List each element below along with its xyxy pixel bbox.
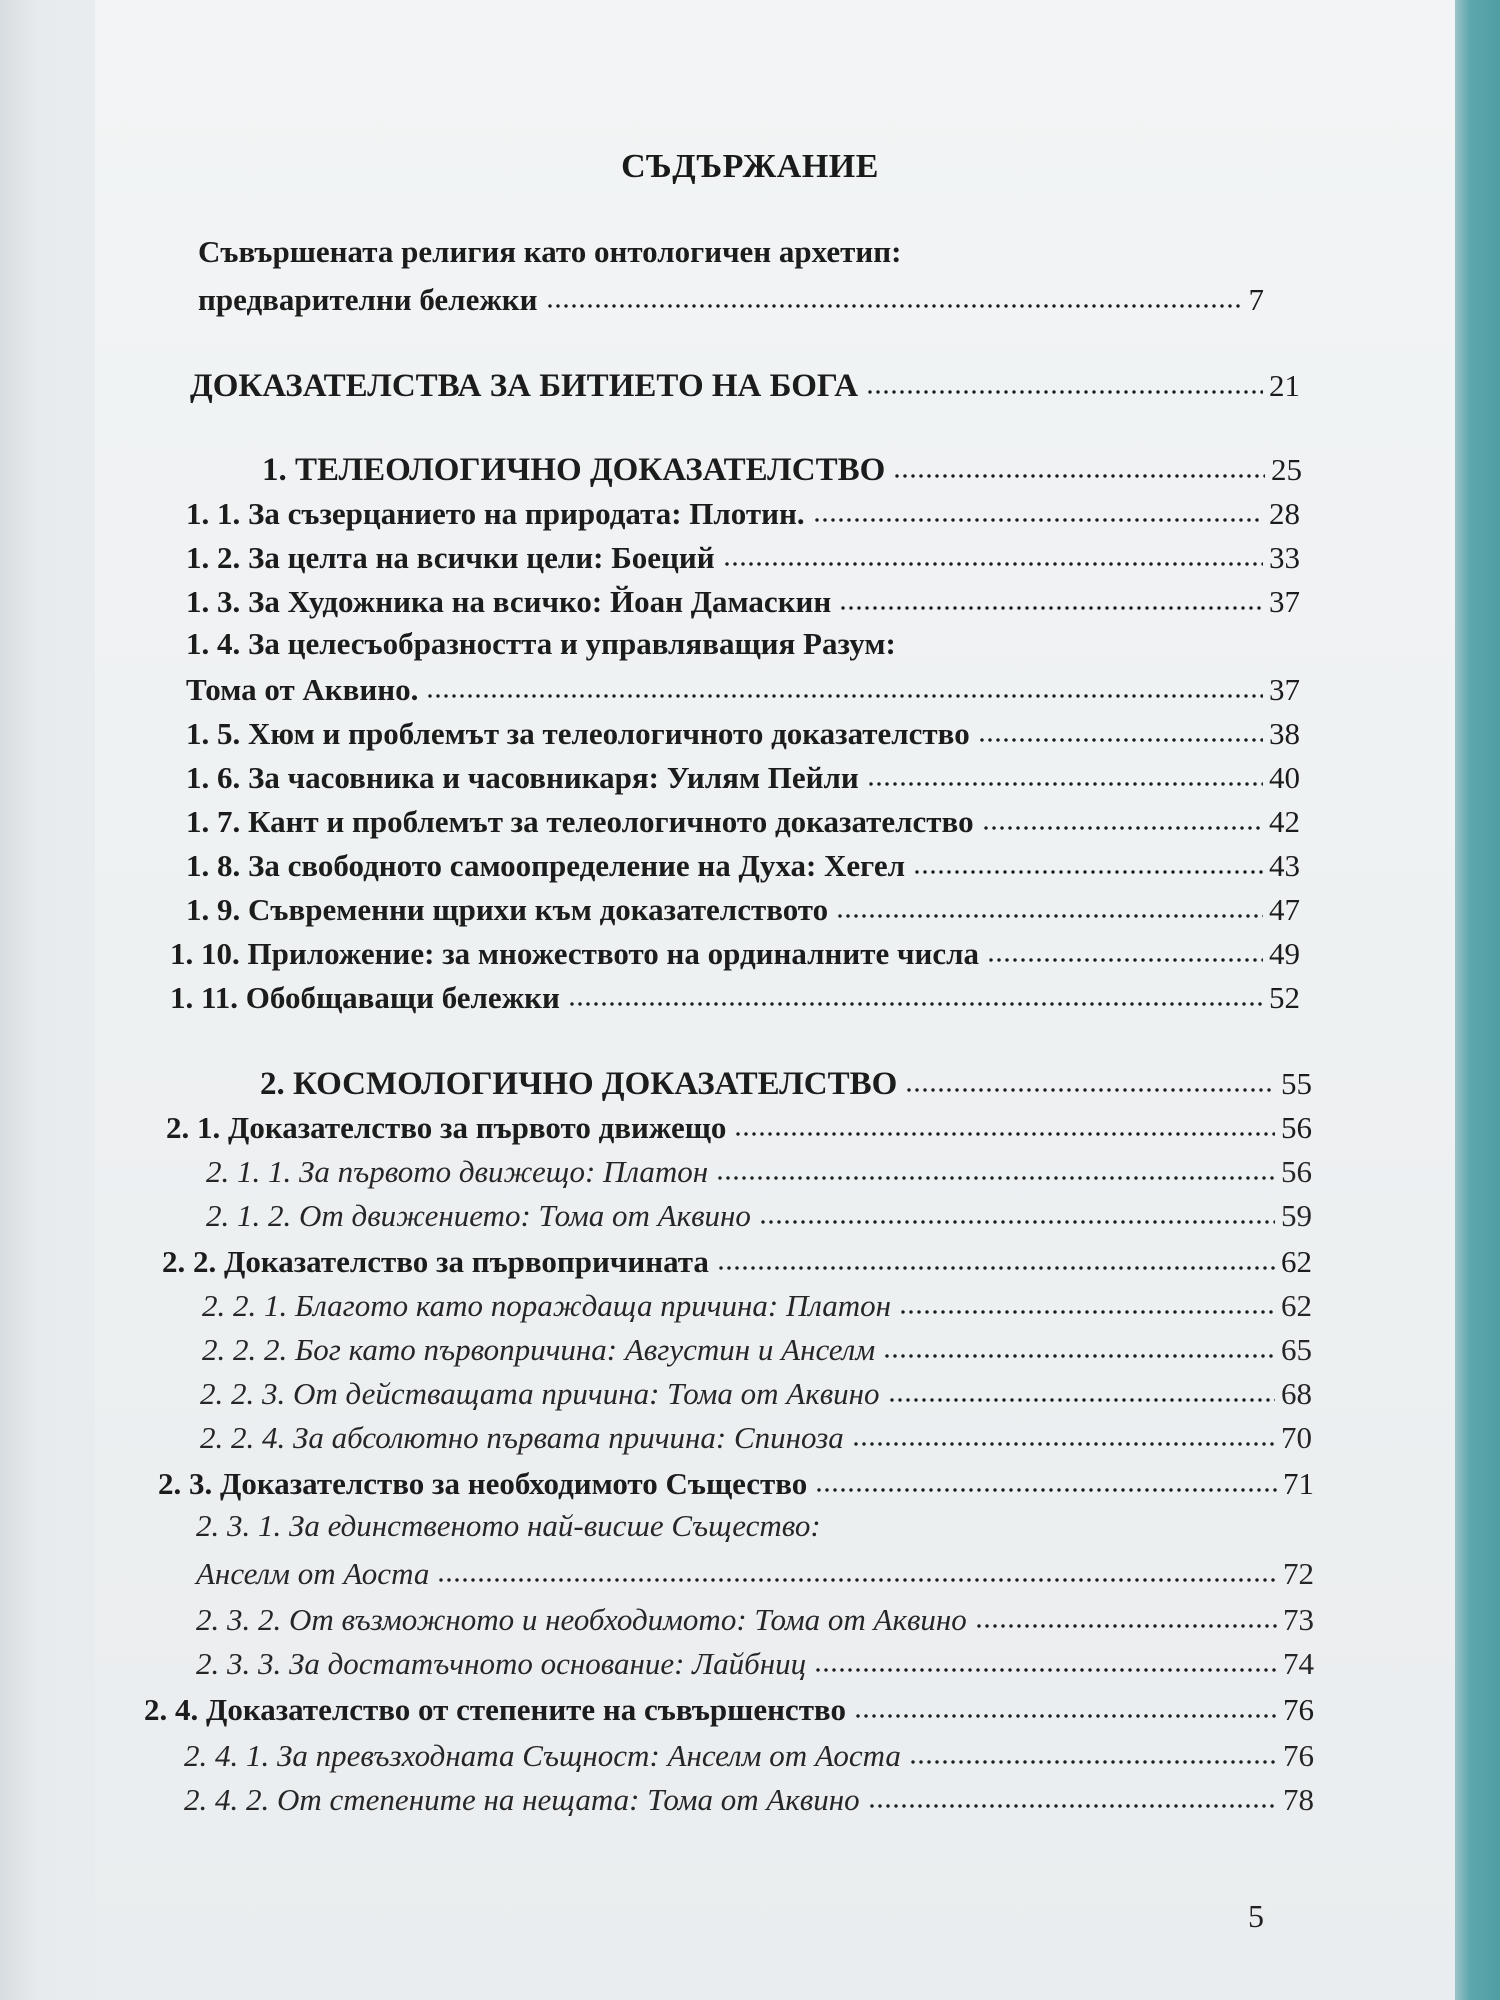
- toc-entry-page: 56: [1281, 1154, 1312, 1189]
- toc-entry-text: 2. 1. 1. За първото движещо: Платон: [206, 1154, 709, 1189]
- toc-section: [144, 1686, 1314, 1730]
- toc-item: [186, 490, 1300, 534]
- leader-dots: [905, 1084, 1275, 1096]
- toc-item: [186, 798, 1300, 842]
- toc-entry-text: 2. 3. Доказателство за необходимото Същество: [158, 1466, 808, 1501]
- toc-entry-text: 1. 3. За Художника на всичко: Йоан Дамаскин: [186, 584, 832, 619]
- toc-entry-page: 59: [1281, 1198, 1312, 1233]
- toc-entry-text: 2. 2. 3. От действащата причина: Тома от Аквино: [200, 1376, 880, 1411]
- toc-subsection: [206, 1192, 1312, 1236]
- toc-chapter-2: [260, 1060, 1312, 1104]
- toc-subsection: [196, 1596, 1314, 1640]
- toc-entry-text: предварителни бележки: [198, 282, 538, 317]
- toc-item: [170, 930, 1300, 974]
- toc-entry-text: 2. 2. 1. Благото като пораждаща причина: Платон: [202, 1288, 892, 1323]
- leader-dots: [854, 1710, 1277, 1722]
- toc-entry-text: 1. ТЕЛЕОЛОГИЧНО ДОКАЗАТЕЛСТВО: [262, 452, 886, 488]
- toc-entry-page: 21: [1269, 368, 1300, 403]
- toc-section: [166, 1104, 1312, 1148]
- toc-entry-text: 2. 4. Доказателство от степените на съвършенство: [144, 1692, 846, 1727]
- toc-entry-page: 28: [1269, 496, 1300, 531]
- toc-subsection: [206, 1148, 1312, 1192]
- toc-entry-page: 71: [1283, 1466, 1314, 1501]
- toc-subsection: [200, 1370, 1312, 1414]
- toc-item: [186, 886, 1300, 930]
- toc-entry-text: 2. 2. 2. Бог като първопричина: Августин и Анселм: [202, 1332, 876, 1367]
- leader-dots: [813, 514, 1263, 526]
- toc-entry-text: 1. 2. За целта на всички цели: Боеций: [186, 540, 715, 575]
- toc-entry-page: 40: [1269, 760, 1300, 795]
- toc-entry-text: 2. 1. Доказателство за първото движещо: [166, 1110, 727, 1145]
- toc-section: [162, 1238, 1312, 1282]
- toc-entry-text: Анселм от Аоста: [196, 1556, 430, 1591]
- leader-dots: [568, 998, 1263, 1010]
- toc-entry-text: 2. 3. 3. За достатъчното основание: Лайбниц: [196, 1646, 807, 1681]
- toc-subsection: [202, 1326, 1312, 1370]
- toc-entry-text: 2. КОСМОЛОГИЧНО ДОКАЗАТЕЛСТВО: [260, 1066, 898, 1102]
- toc-entry-page: 56: [1281, 1110, 1312, 1145]
- toc-entry-text: 1. 7. Кант и проблемът за телеологичното доказателство: [186, 804, 974, 839]
- toc-intro-line1: Съвършената религия като онтологичен архетип:: [198, 234, 902, 269]
- toc-entry-text: 2. 4. 1. За превъзходната Същност: Анселм от Аоста: [184, 1738, 901, 1773]
- toc-entry-text: 2. 2. 4. За абсолютно първата причина: Спиноза: [200, 1420, 844, 1455]
- toc-item: [186, 578, 1300, 622]
- toc-entry-text: 1. 8. За свободното самоопределение на Духа: Хегел: [186, 848, 905, 883]
- toc-entry-text: 1. 5. Хюм и проблемът за телеологичното доказателство: [186, 716, 970, 751]
- toc-entry-page: 68: [1281, 1376, 1312, 1411]
- leader-dots: [982, 822, 1263, 834]
- toc-intro: [198, 276, 1264, 320]
- leader-dots: [814, 1664, 1277, 1676]
- toc-entry-page: 37: [1269, 584, 1300, 619]
- leader-dots: [717, 1262, 1275, 1274]
- toc-item: [186, 666, 1300, 710]
- toc-chapter-1: [262, 446, 1302, 490]
- toc-subsection: [202, 1282, 1312, 1326]
- leader-dots: [913, 866, 1263, 878]
- toc-entry-text: 1. 9. Съвременни щрихи към доказателството: [186, 892, 829, 927]
- leader-dots: [723, 558, 1263, 570]
- leader-dots: [839, 602, 1263, 614]
- leader-dots: [546, 300, 1243, 312]
- toc-entry-page: 38: [1269, 716, 1300, 751]
- toc-entry-page: 37: [1269, 672, 1300, 707]
- leader-dots: [866, 386, 1263, 398]
- leader-dots: [899, 1306, 1275, 1318]
- leader-dots: [716, 1172, 1275, 1184]
- toc-item: [186, 754, 1300, 798]
- toc-entry-page: 49: [1269, 936, 1300, 971]
- toc-entry-page: 52: [1269, 980, 1300, 1015]
- toc-entry-page: 42: [1269, 804, 1300, 839]
- page-title: СЪДЪРЖАНИЕ: [621, 148, 879, 185]
- toc-subsection: [200, 1414, 1312, 1458]
- toc-entry-text: 2. 2. Доказателство за първопричината: [162, 1244, 709, 1279]
- leader-dots: [978, 734, 1263, 746]
- leader-dots: [975, 1620, 1277, 1632]
- leader-dots: [437, 1574, 1277, 1586]
- leader-dots: [888, 1394, 1275, 1406]
- toc-entry-page: 65: [1281, 1332, 1312, 1367]
- leader-dots: [909, 1756, 1277, 1768]
- toc-part-heading: [190, 362, 1300, 406]
- toc-item: [186, 534, 1300, 578]
- toc-entry-page: 33: [1269, 540, 1300, 575]
- leader-dots: [759, 1216, 1275, 1228]
- toc-entry-page: 74: [1283, 1646, 1314, 1681]
- toc-entry-text: 1. 6. За часовника и часовникаря: Уилям Пейли: [186, 760, 859, 795]
- toc-item: [186, 842, 1300, 886]
- toc-item: [170, 974, 1300, 1018]
- toc-entry-page: 73: [1283, 1602, 1314, 1637]
- toc-entry-page: 62: [1281, 1244, 1312, 1279]
- toc-item: [186, 710, 1300, 754]
- toc-section: [158, 1460, 1314, 1504]
- leader-dots: [883, 1350, 1275, 1362]
- leader-dots: [868, 1800, 1277, 1812]
- toc-entry-text: 1. 11. Обобщаващи бележки: [170, 980, 560, 1015]
- toc-entry-text: 2. 4. 2. От степените на нещата: Тома от Аквино: [184, 1782, 860, 1817]
- toc-entry-page: 72: [1283, 1556, 1314, 1591]
- toc-entry-page: 70: [1281, 1420, 1312, 1455]
- toc-subsection: [196, 1640, 1314, 1684]
- toc-entry-page: 25: [1271, 452, 1302, 487]
- leader-dots: [734, 1128, 1275, 1140]
- leader-dots: [852, 1438, 1275, 1450]
- toc-entry-text: Тома от Аквино.: [186, 672, 419, 707]
- toc-item-line1: 1. 4. За целесъобразността и управляващия Разум:: [186, 626, 896, 661]
- toc-subsection: [184, 1776, 1314, 1820]
- toc-entry-text: 2. 3. 2. От възможното и необходимото: Тома от Аквино: [196, 1602, 967, 1637]
- toc-entry-page: 62: [1281, 1288, 1312, 1323]
- leader-dots: [815, 1484, 1277, 1496]
- leader-dots: [836, 910, 1263, 922]
- toc-entry-page: 78: [1283, 1782, 1314, 1817]
- toc-subsection-line1: 2. 3. 1. За единственото най-висше Същество:: [196, 1508, 821, 1543]
- leader-dots: [893, 470, 1265, 482]
- toc-entry-page: 7: [1248, 282, 1264, 317]
- toc-entry-page: 43: [1269, 848, 1300, 883]
- page-number: 5: [1248, 1898, 1264, 1934]
- leader-dots: [987, 954, 1263, 966]
- toc-entry-text: 2. 1. 2. От движението: Тома от Аквино: [206, 1198, 751, 1233]
- leader-dots: [867, 778, 1263, 790]
- toc-entry-text: ДОКАЗАТЕЛСТВА ЗА БИТИЕТО НА БОГА: [190, 368, 859, 404]
- toc-subsection: [196, 1550, 1314, 1594]
- toc-subsection: [184, 1732, 1314, 1776]
- toc-entry-text: 1. 10. Приложение: за множеството на ординалните числа: [170, 936, 979, 971]
- toc-entry-page: 47: [1269, 892, 1300, 927]
- toc-entry-page: 76: [1283, 1738, 1314, 1773]
- toc-entry-page: 55: [1281, 1066, 1312, 1101]
- toc-entry-text: 1. 1. За съзерцанието на природата: Плотин.: [186, 496, 805, 531]
- leader-dots: [426, 690, 1263, 702]
- toc-entry-page: 76: [1283, 1692, 1314, 1727]
